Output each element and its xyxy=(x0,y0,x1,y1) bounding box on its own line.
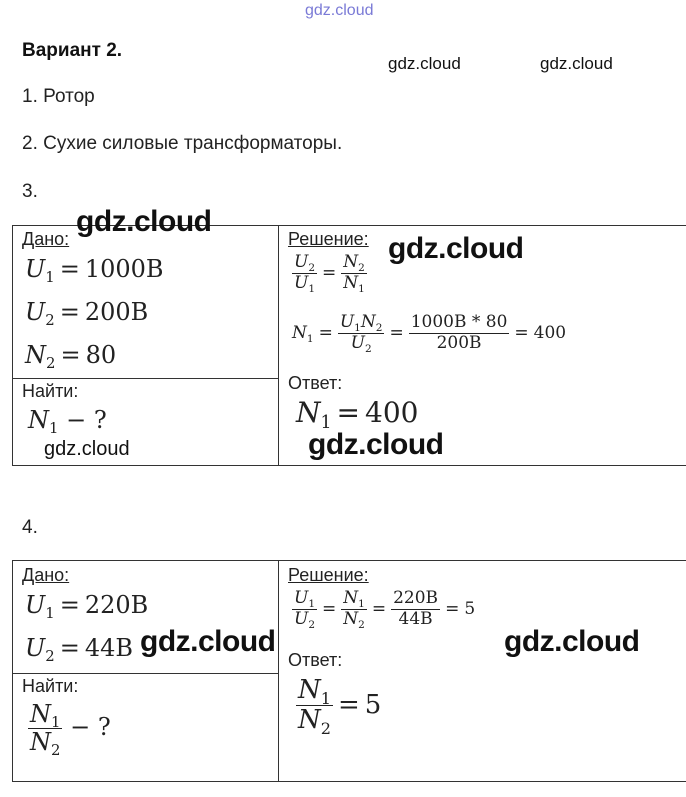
task3-calc-formula: $N_1$ = $\frac{U_1N_2}{U_2}$ = $\frac{1000B * 80}{200B}$ = 400 xyxy=(292,312,567,355)
task4-naiti-label: Найти: xyxy=(22,676,79,696)
task3-ratio-formula: $\frac{U_2}{U_1}$ = $\frac{N_2}{N_1}$ xyxy=(294,252,365,295)
task3-given-u2: $U_2 = 200B$ xyxy=(25,298,149,330)
watermark-t4-reshenie: gdz.cloud xyxy=(504,625,640,658)
task3-answer: $N_1 = 400$ xyxy=(296,396,419,434)
task4-find: $\frac{N_1}{N_2}$ − ? xyxy=(30,700,111,760)
task4-answer: $\frac{N_1}{N_2}$ = 5 xyxy=(298,675,382,738)
task4-otvet-label: Ответ: xyxy=(288,650,343,670)
watermark-t3-dano: gdz.cloud xyxy=(76,205,212,238)
task3-dano-label: Дано: xyxy=(22,229,70,249)
watermark-t3-otvet: gdz.cloud xyxy=(308,428,444,461)
task3-otvet-label: Ответ: xyxy=(288,373,343,393)
task3-reshenie-label: Решение: xyxy=(288,229,369,249)
task3-naiti-label: Найти: xyxy=(22,381,79,401)
task3-given-u1: $U_1 = 1000B$ xyxy=(25,255,164,287)
task4-given-u1: $U_1 = 220B$ xyxy=(25,591,149,623)
task3-find: $N_1$ − ? xyxy=(28,406,107,438)
watermark-top: gdz.cloud xyxy=(305,2,374,19)
variant-heading: Вариант 2. xyxy=(22,40,123,61)
watermark-t3-reshenie: gdz.cloud xyxy=(388,232,524,265)
task3-given-n2: $N_2 = 80$ xyxy=(25,341,117,373)
answer-3-number: 3. xyxy=(22,181,38,202)
watermark-t3-naiti: gdz.cloud xyxy=(44,438,130,460)
watermark-t4-dano: gdz.cloud xyxy=(140,625,276,658)
answer-2: 2. Сухие силовые трансформаторы. xyxy=(22,133,343,154)
task4-calc-formula: $\frac{U_1}{U_2}$ = $\frac{N_1}{N_2}$ = $\frac{220B}{44B}$ = 5 xyxy=(294,588,476,631)
task4-dano-label: Дано: xyxy=(22,565,70,585)
answer-1: 1. Ротор xyxy=(22,86,95,107)
answer-4-number: 4. xyxy=(22,517,38,538)
task4-reshenie-label: Решение: xyxy=(288,565,369,585)
task4-given-u2: $U_2 = 44B$ xyxy=(25,634,133,666)
watermark-small-2: gdz.cloud xyxy=(540,54,613,73)
watermark-small-1: gdz.cloud xyxy=(388,54,461,73)
